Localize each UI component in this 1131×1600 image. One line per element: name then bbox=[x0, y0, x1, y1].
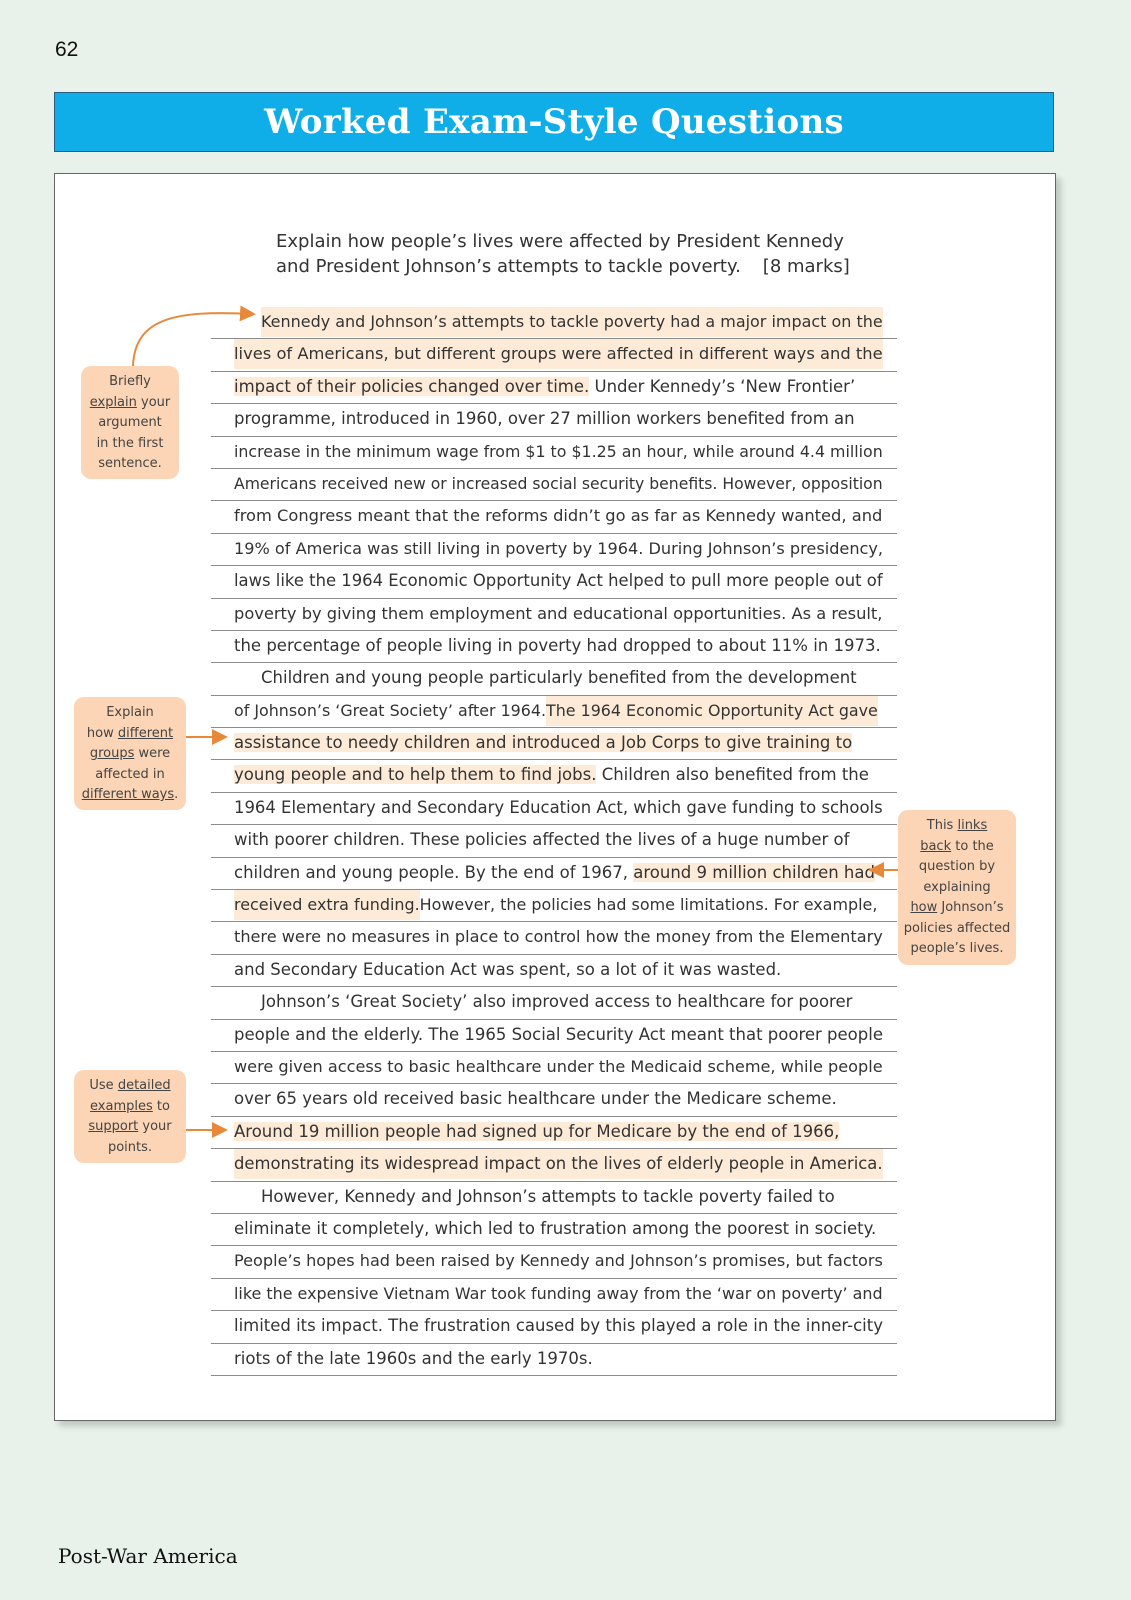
note-text: . bbox=[174, 787, 179, 802]
margin-note-line bbox=[85, 434, 175, 455]
highlighted-text: lives of Americans, but different groups were affected in different ways and the bbox=[234, 339, 883, 369]
answer-line bbox=[211, 793, 897, 825]
answer-text-segment: the percentage of people living in poverty had dropped to about 11% in 1973. bbox=[234, 635, 881, 655]
answer-line bbox=[211, 1246, 897, 1278]
margin-note-line bbox=[78, 744, 182, 765]
margin-note-line bbox=[85, 454, 175, 475]
answer-line bbox=[211, 922, 897, 954]
answer-text-segment: laws like the 1964 Economic Opportunity Act helped to pull more people out of bbox=[234, 571, 883, 591]
margin-note-line bbox=[78, 785, 182, 806]
title-banner bbox=[54, 92, 1054, 152]
emphasized-word: links bbox=[957, 818, 988, 833]
answer-line bbox=[211, 534, 897, 566]
note-text: sentence. bbox=[98, 456, 162, 471]
note-text: in the first bbox=[96, 435, 164, 451]
answer-text-segment: However, Kennedy and Johnson’s attempts to tackle poverty failed to bbox=[261, 1186, 835, 1206]
answer-line bbox=[211, 599, 897, 631]
answer-line bbox=[211, 307, 897, 339]
answer-text-segment: Children and young people particularly benefited from the development bbox=[261, 668, 857, 688]
highlighted-text: Around 19 million people had signed up for Medicare by the end of 1966, bbox=[234, 1121, 840, 1141]
answer-line bbox=[211, 663, 897, 695]
highlighted-text: young people and to help them to find jobs. bbox=[234, 765, 597, 785]
note-text: Johnson’s bbox=[937, 900, 1004, 915]
answer-line bbox=[211, 1052, 897, 1084]
margin-note-line bbox=[902, 919, 1012, 940]
answer-line bbox=[211, 1311, 897, 1343]
question-line-2-text: and President Johnson’s attempts to tackle poverty. bbox=[276, 256, 741, 277]
answer-text-segment: 19% of America was still living in poverty by 1964. During Johnson’s presidency, bbox=[234, 538, 884, 558]
note-text: explaining bbox=[923, 879, 991, 895]
note-text: your bbox=[138, 1119, 172, 1134]
answer-text-segment: increase in the minimum wage from $1 to $1.25 an hour, while around 4.4 million bbox=[234, 441, 883, 461]
answer-text-segment: poverty by giving them employment and educational opportunities. As a result, bbox=[234, 603, 883, 623]
answer-text-segment: riots of the late 1960s and the early 1970s. bbox=[234, 1348, 593, 1368]
note-text: how bbox=[86, 725, 118, 741]
highlighted-text: Kennedy and Johnson’s attempts to tackle poverty had a major impact on the bbox=[261, 307, 883, 337]
margin-note-line bbox=[902, 857, 1012, 878]
highlighted-text: assistance to needy children and introduced a Job Corps to give training to bbox=[234, 733, 853, 753]
footer-title: Post-War America bbox=[58, 1544, 238, 1568]
banner-title: Worked Exam-Style Questions bbox=[264, 102, 844, 142]
answer-line bbox=[211, 858, 897, 890]
answer-text-segment: However, the policies had some limitations. For example, bbox=[419, 895, 878, 915]
answer-line bbox=[211, 1279, 897, 1311]
margin-note-line bbox=[902, 939, 1012, 960]
answer-line bbox=[211, 1020, 897, 1052]
note-text: policies affected bbox=[903, 920, 1011, 936]
note-text: points. bbox=[107, 1139, 153, 1155]
answer-text-segment: limited its impact. The frustration caused by this played a role in the inner-city bbox=[234, 1316, 883, 1336]
margin-note-line bbox=[78, 724, 182, 745]
note-text: were bbox=[134, 746, 171, 761]
answer-line bbox=[211, 760, 897, 792]
answer-text-segment: with poorer children. These policies affected the lives of a huge number of bbox=[234, 830, 850, 850]
answer-line bbox=[211, 339, 897, 371]
margin-note-line bbox=[902, 878, 1012, 899]
answer-line bbox=[211, 987, 897, 1019]
margin-note-line bbox=[85, 413, 175, 434]
note-text: affected in bbox=[95, 766, 165, 782]
answer-line bbox=[211, 566, 897, 598]
question-marks: [8 marks] bbox=[762, 256, 850, 277]
margin-note-line bbox=[78, 1117, 182, 1138]
highlighted-text: impact of their policies changed over time. bbox=[234, 376, 590, 396]
answer-text-segment: programme, introduced in 1960, over 27 million workers benefited from an bbox=[234, 409, 855, 429]
answer-line bbox=[211, 890, 897, 922]
margin-note-line bbox=[902, 837, 1012, 858]
note-text: This bbox=[926, 818, 958, 833]
answer-text-segment: People’s hopes had been raised by Kennedy and Johnson’s promises, but factors bbox=[234, 1251, 883, 1271]
answer-line bbox=[211, 955, 897, 987]
emphasized-word: groups bbox=[89, 746, 135, 761]
answer-text-segment: Johnson’s ‘Great Society’ also improved access to healthcare for poorer bbox=[261, 992, 853, 1012]
answer-text-segment: Americans received new or increased social security benefits. However, opposition bbox=[234, 473, 883, 493]
answer-text-segment: 1964 Elementary and Secondary Education Act, which gave funding to schools bbox=[234, 797, 883, 817]
answer-line bbox=[211, 1117, 897, 1149]
emphasized-word: different ways bbox=[81, 787, 175, 802]
answer-line bbox=[211, 1182, 897, 1214]
emphasized-word: back bbox=[920, 838, 952, 854]
margin-note-line bbox=[78, 1076, 182, 1097]
note-text: argument bbox=[98, 415, 162, 430]
emphasized-word: support bbox=[88, 1119, 139, 1134]
highlighted-text: demonstrating its widespread impact on the lives of elderly people in America. bbox=[234, 1149, 883, 1179]
margin-note-explain-argument bbox=[81, 366, 179, 479]
margin-note-line bbox=[902, 898, 1012, 919]
answer-line bbox=[211, 437, 897, 469]
margin-note-line bbox=[78, 765, 182, 786]
margin-note-different-groups bbox=[74, 697, 186, 810]
highlighted-text: around 9 million children had bbox=[633, 862, 875, 882]
note-text: Explain bbox=[106, 705, 154, 720]
emphasized-word: how bbox=[910, 900, 938, 915]
emphasized-word: different bbox=[117, 725, 174, 741]
margin-note-detailed-examples bbox=[74, 1070, 186, 1163]
emphasized-word: explain bbox=[89, 394, 137, 410]
answer-line bbox=[211, 1084, 897, 1116]
note-text: to bbox=[152, 1098, 170, 1114]
answer-line bbox=[211, 372, 897, 404]
answer-text-segment: people and the elderly. The 1965 Social Security Act meant that poorer people bbox=[234, 1024, 883, 1044]
highlighted-text: received extra funding. bbox=[234, 890, 420, 920]
answer-text-segment: over 65 years old received basic healthcare under the Medicare scheme. bbox=[234, 1089, 837, 1109]
margin-note-line bbox=[78, 1138, 182, 1159]
margin-note-line bbox=[85, 393, 175, 414]
answer-text-segment: and Secondary Education Act was spent, so a lot of it was wasted. bbox=[234, 959, 782, 979]
answer-line bbox=[211, 1214, 897, 1246]
highlighted-text: The 1964 Economic Opportunity Act gave bbox=[546, 696, 878, 726]
answer-text-segment: from Congress meant that the reforms didn’t go as far as Kennedy wanted, and bbox=[234, 506, 883, 526]
note-text: Use bbox=[89, 1078, 118, 1093]
question-line-2 bbox=[276, 254, 896, 279]
page-number: 62 bbox=[55, 38, 79, 61]
margin-note-line bbox=[85, 372, 175, 393]
note-text: Briefly bbox=[109, 374, 151, 389]
answer-line bbox=[211, 1149, 897, 1181]
answer-text-segment: eliminate it completely, which led to frustration among the poorest in society. bbox=[234, 1218, 877, 1238]
note-text: question by bbox=[918, 859, 996, 874]
emphasized-word: detailed bbox=[117, 1078, 171, 1093]
answer-line bbox=[211, 501, 897, 533]
answer-line bbox=[211, 728, 897, 760]
answer-text-segment: Children also benefited from the bbox=[596, 765, 869, 785]
answer-text-segment: Under Kennedy’s ‘New Frontier’ bbox=[589, 376, 856, 396]
answer-line bbox=[211, 469, 897, 501]
answer-line bbox=[211, 825, 897, 857]
answer-line bbox=[211, 1344, 897, 1376]
note-text: to the bbox=[951, 838, 994, 854]
answer-text-segment: there were no measures in place to control how the money from the Elementary bbox=[234, 927, 883, 947]
emphasized-word: examples bbox=[90, 1098, 153, 1114]
answer-text-segment: of Johnson’s ‘Great Society’ after 1964. bbox=[234, 700, 547, 720]
answer-text bbox=[211, 307, 897, 1376]
answer-line bbox=[211, 696, 897, 728]
answer-line bbox=[211, 631, 897, 663]
margin-note-line bbox=[78, 1097, 182, 1118]
margin-note-line bbox=[78, 703, 182, 724]
answer-text-segment: children and young people. By the end of 1967, bbox=[234, 862, 634, 882]
answer-line bbox=[211, 404, 897, 436]
exam-question bbox=[276, 229, 896, 279]
note-text: your bbox=[136, 394, 171, 410]
question-line-1: Explain how people’s lives were affected by President Kennedy bbox=[276, 231, 844, 252]
margin-note-line bbox=[902, 816, 1012, 837]
margin-note-links-back bbox=[898, 810, 1016, 965]
answer-text-segment: like the expensive Vietnam War took funding away from the ‘war on poverty’ and bbox=[234, 1283, 883, 1303]
note-text: people’s lives. bbox=[910, 941, 1004, 956]
answer-text-segment: were given access to basic healthcare under the Medicaid scheme, while people bbox=[234, 1056, 883, 1076]
